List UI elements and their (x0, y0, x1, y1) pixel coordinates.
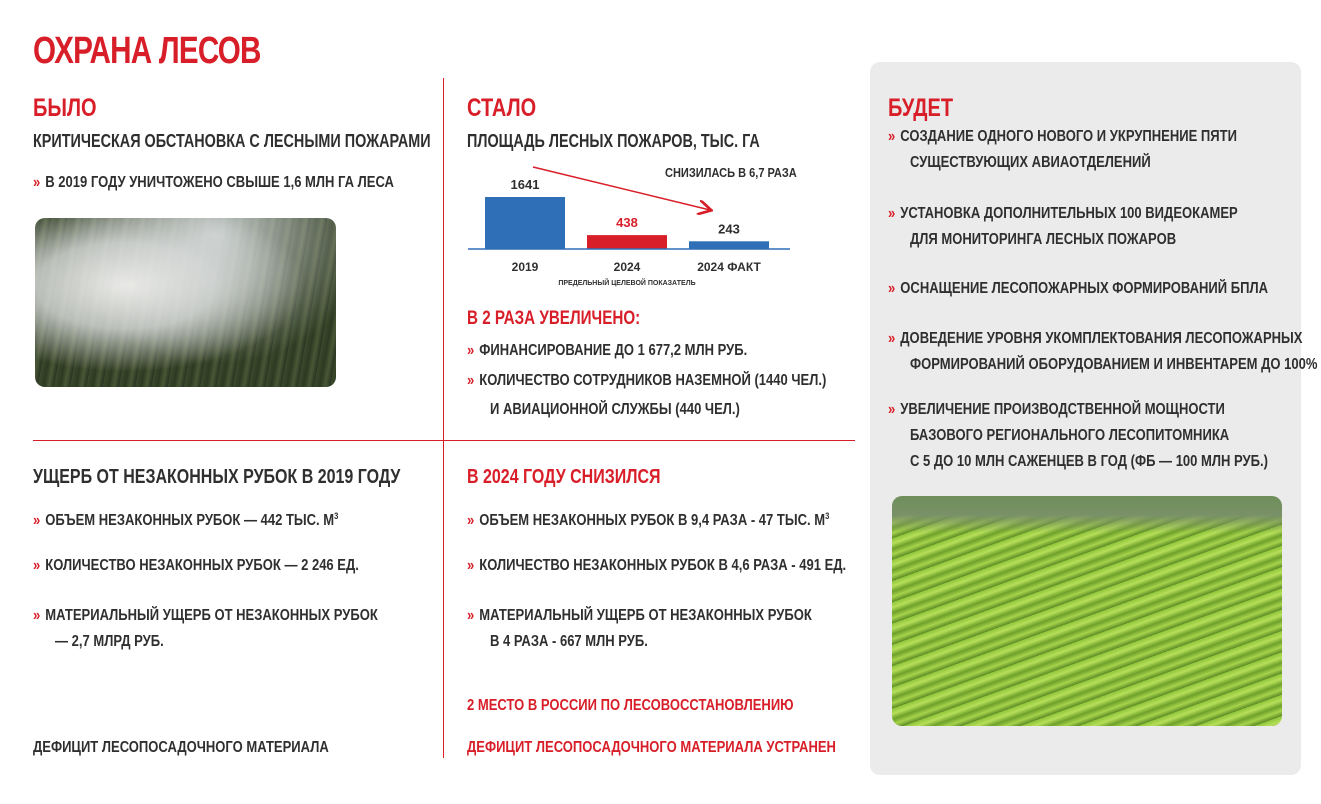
nursery-photo (892, 496, 1282, 726)
was-item (33, 170, 394, 196)
superscript: 3 (334, 511, 339, 521)
chevron-icon: » (467, 512, 473, 530)
bar-value-label: 438 (616, 215, 638, 231)
damage-footer: ДЕФИЦИТ ЛЕСОПОСАДОЧНОГО МАТЕРИАЛА (33, 739, 329, 756)
future-item (888, 326, 1302, 352)
reduced-item-text: КОЛИЧЕСТВО НЕЗАКОННЫХ РУБОК В 4,6 РАЗА - 491 ЕД. (479, 557, 847, 574)
increased-item-continuation: И АВИАЦИОННОЙ СЛУЖБЫ (440 ЧЕЛ.) (490, 401, 740, 418)
future-item-text: СОЗДАНИЕ ОДНОГО НОВОГО И УКРУПНЕНИЕ ПЯТИ (900, 128, 1237, 145)
page-title: ОХРАНА ЛЕСОВ (33, 30, 261, 72)
chevron-icon: » (33, 174, 39, 191)
future-item-continuation (910, 227, 1176, 253)
future-item (888, 397, 1225, 423)
future-item-text: С 5 ДО 10 МЛН САЖЕНЦЕВ В ГОД (ФБ — 100 МЛН РУБ.) (910, 453, 1268, 470)
future-heading: БУДЕТ (888, 94, 954, 122)
bar-value-label: 243 (718, 221, 740, 237)
increased-item (467, 338, 747, 364)
reduced-item-text: МАТЕРИАЛЬНЫЙ УЩЕРБ ОТ НЕЗАКОННЫХ РУБОК (479, 607, 812, 624)
bar-0 (485, 197, 565, 249)
future-item-text: ФОРМИРОВАНИЙ ОБОРУДОВАНИЕМ И ИНВЕНТАРЕМ ДО 100% (910, 356, 1318, 373)
was-heading: БЫЛО (33, 94, 97, 122)
became-heading: СТАЛО (467, 94, 537, 122)
reduced-item (467, 503, 829, 534)
chevron-icon: » (888, 205, 894, 222)
reduced-heading: В 2024 ГОДУ СНИЗИЛСЯ (467, 466, 661, 488)
bar-2 (689, 241, 769, 249)
reduced-item-continuation: В 4 РАЗА - 667 МЛН РУБ. (490, 633, 648, 650)
became-subheading: ПЛОЩАДЬ ЛЕСНЫХ ПОЖАРОВ, ТЫС. ГА (467, 131, 760, 151)
damage-item (33, 603, 378, 629)
future-item-text: УСТАНОВКА ДОПОЛНИТЕЛЬНЫХ 100 ВИДЕОКАМЕР (900, 205, 1238, 222)
category-label: 2024 ФАКТ (697, 260, 761, 274)
category-label: 2019 (511, 260, 539, 274)
chevron-icon: » (33, 607, 39, 624)
chevron-icon: » (467, 342, 473, 359)
damage-item-continuation: — 2,7 МЛРД РУБ. (55, 633, 164, 650)
damage-item (33, 553, 359, 579)
category-label: 2024 (613, 260, 641, 274)
damage-item (33, 503, 338, 534)
future-item-continuation (910, 352, 1317, 378)
future-item-continuation (910, 150, 1151, 176)
forest-fire-photo (35, 218, 336, 387)
damage-heading: УЩЕРБ ОТ НЕЗАКОННЫХ РУБОК В 2019 ГОДУ (33, 466, 401, 488)
damage-item-text: МАТЕРИАЛЬНЫЙ УЩЕРБ ОТ НЕЗАКОННЫХ РУБОК (45, 607, 378, 624)
reforestation-rank: 2 МЕСТО В РОССИИ ПО ЛЕСОВОССТАНОВЛЕНИЮ (467, 697, 794, 714)
increased-item (467, 368, 826, 394)
increased-heading: В 2 РАЗА УВЕЛИЧЕНО: (467, 308, 641, 329)
chevron-icon: » (467, 557, 473, 574)
fire-area-chart (460, 155, 820, 295)
increased-item-text: КОЛИЧЕСТВО СОТРУДНИКОВ НАЗЕМНОЙ (1440 ЧЕЛ.) (479, 372, 827, 389)
chevron-icon: » (888, 330, 894, 347)
future-item-text: ДОВЕДЕНИЕ УРОВНЯ УКОМПЛЕКТОВАНИЯ ЛЕСОПОЖАРНЫХ (900, 330, 1303, 347)
horizontal-divider (33, 440, 855, 441)
future-item-text: ДЛЯ МОНИТОРИНГА ЛЕСНЫХ ПОЖАРОВ (910, 231, 1177, 248)
bar-value-label: 1641 (510, 177, 540, 192)
chevron-icon: » (467, 372, 473, 389)
bar-1 (587, 235, 667, 249)
future-item-text: БАЗОВОГО РЕГИОНАЛЬНОГО ЛЕСОПИТОМНИКА (910, 427, 1230, 444)
category-sublabel: ПРЕДЕЛЬНЫЙ ЦЕЛЕВОЙ ПОКАЗАТЕЛЬ (558, 280, 696, 287)
deficit-resolved: ДЕФИЦИТ ЛЕСОПОСАДОЧНОГО МАТЕРИАЛА УСТРАНЕН (467, 739, 836, 756)
reduced-item (467, 553, 846, 579)
chevron-icon: » (888, 401, 894, 418)
chevron-icon: » (33, 512, 39, 530)
superscript: 3 (825, 511, 830, 521)
increased-item-text: ФИНАНСИРОВАНИЕ ДО 1 677,2 МЛН РУБ. (479, 342, 748, 359)
chevron-icon: » (888, 128, 894, 145)
future-item (888, 201, 1238, 227)
vertical-divider (443, 78, 444, 758)
chevron-icon: » (33, 557, 39, 574)
future-item-continuation (910, 423, 1229, 449)
chevron-icon: » (467, 607, 473, 624)
future-item-continuation (910, 449, 1268, 475)
reduced-item-text: ОБЪЕМ НЕЗАКОННЫХ РУБОК В 9,4 РАЗА - 47 ТЫС. М (479, 512, 826, 530)
damage-item-text: ОБЪЕМ НЕЗАКОННЫХ РУБОК — 442 ТЫС. М (45, 512, 335, 530)
chevron-icon: » (888, 280, 894, 297)
damage-item-text: КОЛИЧЕСТВО НЕЗАКОННЫХ РУБОК — 2 246 ЕД. (45, 557, 359, 574)
chart-annotation: СНИЗИЛАСЬ В 6,7 РАЗА (665, 165, 797, 181)
was-subheading: КРИТИЧЕСКАЯ ОБСТАНОВКА С ЛЕСНЫМИ ПОЖАРАМИ (33, 131, 431, 151)
future-item (888, 276, 1268, 302)
future-item-text: УВЕЛИЧЕНИЕ ПРОИЗВОДСТВЕННОЙ МОЩНОСТИ (900, 401, 1225, 418)
reduced-item (467, 603, 812, 629)
future-item-text: ОСНАЩЕНИЕ ЛЕСОПОЖАРНЫХ ФОРМИРОВАНИЙ БПЛА (900, 280, 1269, 297)
future-item (888, 124, 1237, 150)
future-item-text: СУЩЕСТВУЮЩИХ АВИАОТДЕЛЕНИЙ (910, 154, 1151, 171)
was-item-text: В 2019 ГОДУ УНИЧТОЖЕНО СВЫШЕ 1,6 МЛН ГА ЛЕСА (45, 174, 394, 191)
